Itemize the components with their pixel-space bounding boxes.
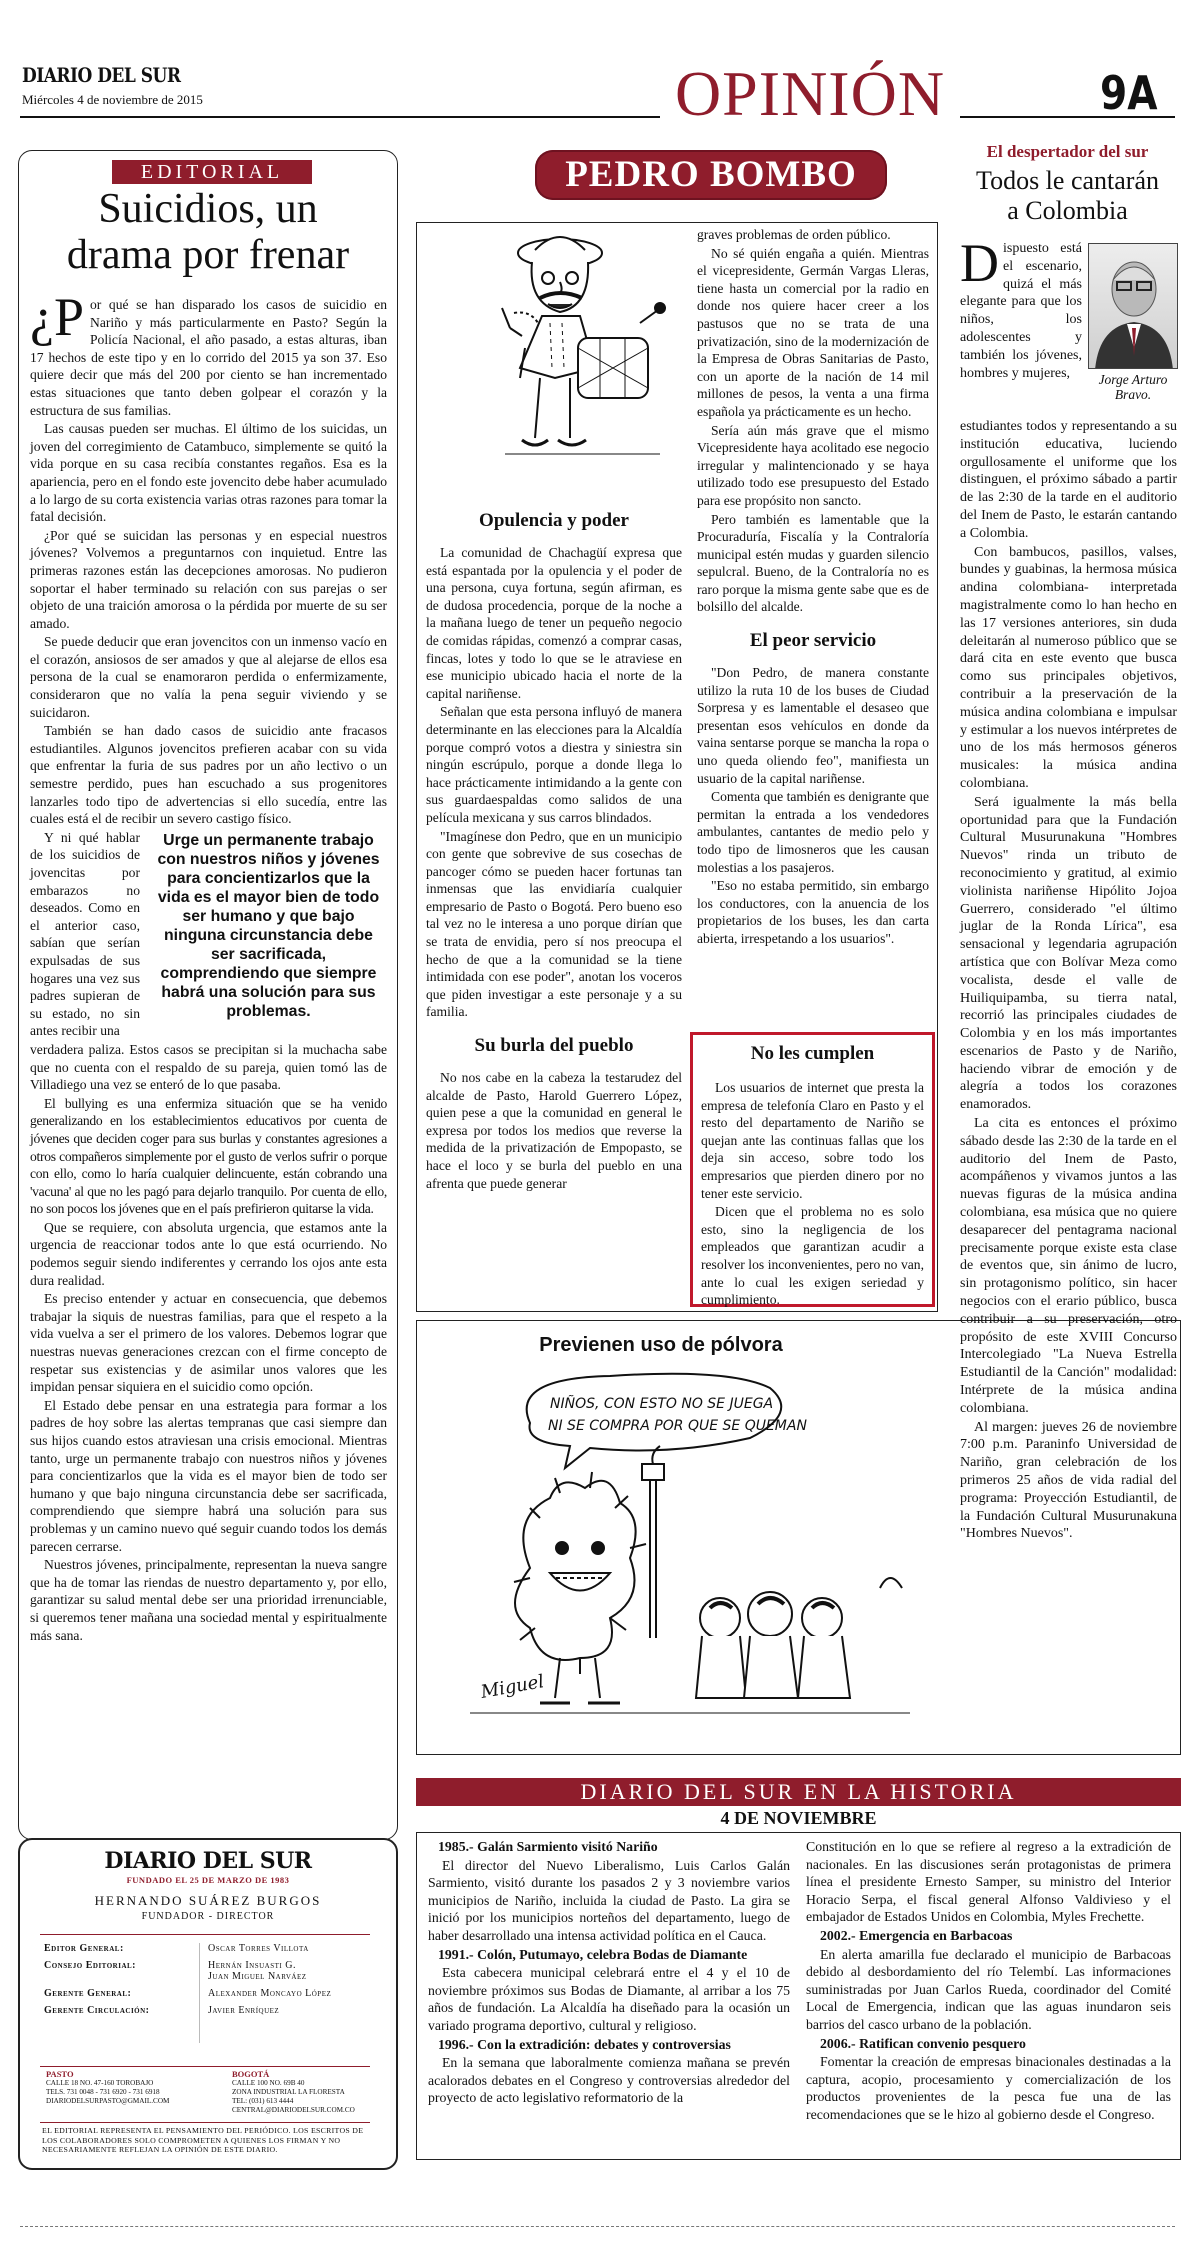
masthead-divider3 bbox=[40, 2122, 370, 2123]
history-col2 bbox=[806, 1838, 1171, 2125]
editorial-p9: Es preciso entender y actuar en consecuencia, que debemos trabajar la siquis de nuestras familias, para que el respeto a la vida vuelva a ser el primero de los valores. Debemos lograr que nuestras nuevas generaciones crezcan con el firme concepto de respetar sus existencias y de asimilar unos valores que les impidan pensar siquiera en el suicidio como opción. bbox=[30, 1291, 387, 1395]
staff-role: Editor General: bbox=[44, 1943, 124, 1954]
office-pasto-lines: CALLE 18 NO. 47-160 TOROBAJO TELS. 731 0048 - 731 6920 - 731 6918 DIARIODELSURPASTO@GMAIL.COM bbox=[46, 2079, 170, 2105]
masthead-divider2 bbox=[40, 2066, 370, 2067]
history-e3-title: 1996.- Con la extradición: debates y controversias bbox=[438, 2036, 731, 2052]
column-dropcap: D bbox=[960, 233, 999, 293]
pedro-col1-p3: "Imagínese don Pedro, que en un municipio con gente que sobrevive de sus cosechas de pancoger cómo se pueden hacer fortunas tan inmensas que las envidiaría cualquier empresario de Pasto o Bogotá. Pero bueno eso tal vez no le interesa a uno porque dirían que se trata de envidia, pero sí nos preocupa el hecho de que a la comunidad se la tiene intimidada con ese poder", anotan los voceros que piden investigar a este personaje y a su familia. bbox=[426, 828, 682, 1020]
section-title: OPINIÓN bbox=[674, 58, 946, 129]
history-e2-title: 1991.- Colón, Putumayo, celebra Bodas de Diamante bbox=[438, 1946, 748, 1962]
staff-row bbox=[40, 1957, 370, 1985]
pedro-col2-p4: Pero también es lamentable que la Procuraduría, Fiscalía y la Contraloría municipal estén mudas y guarden silencio sepulcral. Bueno, de la Contraloría no es raro porque la misma gente sabe que es de bolsillo del alcalde. bbox=[697, 511, 929, 615]
header-logo: DIARIO DEL SUR bbox=[22, 64, 181, 88]
masthead-divider bbox=[40, 1934, 370, 1935]
masthead-logo: DIARIO DEL SUR bbox=[104, 1848, 312, 1874]
staff-name: Oscar Torres Villota bbox=[208, 1943, 309, 1954]
staff-row bbox=[40, 2002, 370, 2019]
editorial-p5: También se han dado casos de suicidio ante fracasos estudiantiles. Algunos jovencitos prefieren acabar con su vida que enfrentar la furia de sus padres por un año lectivo o un semestre perdido, pues han escuchado a sus progenitores lanzarles todo tipo de advertencias si ello sucedía, entre las cuales está el de recibir un severo castigo físico. bbox=[30, 723, 387, 827]
page-number: 9A bbox=[1100, 66, 1158, 120]
history-e1-text: El director del Nuevo Liberalismo, Luis Carlos Galán Sarmiento, visitó durante los pasados 2 y 3 noviembre varios municipios de Nariño, incluida la ciudad de Pasto. La gira se inició por los municipios norteños del departamento, luego de haber desarrollado una intensa actividad política en el Cauca. bbox=[428, 1857, 790, 1943]
header-rule bbox=[20, 116, 660, 118]
masthead-disclaimer: EL EDITORIAL REPRESENTA EL PENSAMIENTO DEL PERIÓDICO. LOS ESCRITOS DE LOS COLABORADORES SOLO COMPROMETEN A QUIENES LOS FIRMAN Y NO NECESARIAMENTE REFLEJAN LA OPINIÓN DE ESTE DIARIO. bbox=[42, 2126, 364, 2154]
editorial-dropcap: ¿P bbox=[30, 287, 84, 347]
pedro-bombo-illustration bbox=[500, 228, 670, 463]
editorial-p4: Se puede deducir que eran jovencitos con un inmenso vacío en el corazón, ansiosos de ser amados y que al alejarse de ellos esa persona de la cual se enamoraron perdida o enfermizamente, consideraron que no valía la pena seguir viviendo y se suicidaron. bbox=[30, 634, 387, 720]
history-e3-text: En la semana que laboralmente comienza mañana se prevén acalorados debates en el Congreso y controversias alrededor del proyecto de acto legislativo reformatorio de la bbox=[428, 2055, 790, 2106]
pedro-col1-p4: No nos cabe en la cabeza la testarudez del alcalde de Pasto, Harold Guerrero López, quien pese a que la comunidad en general le expresa por todos los medios que reverse la medida de la privatización de Empopasto, se hace el loco y se burla del pueblo en una afrenta que puede generar bbox=[426, 1070, 682, 1191]
column-kicker: El despertador del sur bbox=[986, 142, 1149, 161]
editorial-title-line1: Suicidios, un bbox=[98, 186, 318, 232]
column-body bbox=[960, 418, 1177, 1544]
masthead-founder: HERNANDO SUÁREZ BURGOS bbox=[94, 1893, 322, 1908]
column-title-line1: Todos le cantarán bbox=[976, 166, 1159, 195]
no-les-cumplen-box bbox=[690, 1032, 935, 1307]
pedro-col2 bbox=[697, 226, 929, 949]
column-p3: Será igualmente la más bella oportunidad para que la Fundación Cultural Musurunakuna "Hombres Nuevos" rinda un tributo de reconocimiento y gratitud, al eximio violinista nariñense Hipólito Jojoa Guerrero, considerado "el último juglar de la Ronda Lírica", esa sensacional y legendaria agrupación artística que con Bolívar Meza como vocalista, desde el valle de Huiliquipamba, su tierra natal, recorrió las principales ciudades de Colombia y en los más importantes escenarios de Pasto y de Nariño, haciendo vibrar de emoción y de alegría a todos los corazones enamorados. bbox=[960, 794, 1177, 1113]
history-banner: DIARIO DEL SUR EN LA HISTORIA bbox=[416, 1778, 1181, 1806]
pedro-col2-p5: "Don Pedro, de manera constante utilizo la ruta 10 de los buses de Ciudad Sorpresa y es lamentable el desaseo que presentan esos vehículos en donde da vaina sentarse porque se mancha la ropa o uno queda oliendo feo", manifiesta un usuario de la capital nariñense. bbox=[697, 665, 929, 786]
history-col1 bbox=[428, 1838, 790, 2108]
editorial-p6: Y ni qué hablar de los suicidios de jovencitas por embarazos no deseados. Como en el anterior caso, sabían que serían expulsadas de sus hogares una vez sus padres supieran de su estado, no sin antes recibir una bbox=[30, 829, 140, 1039]
history-e4-title: 2002.- Emergencia en Barbacoas bbox=[820, 1927, 1013, 1943]
no-les-cumplen-p2: Dicen que el problema no es solo esto, sino la negligencia de los empleados que garantizan acudir a resolver los inconvenientes, pero no van, ante lo cual les exigen seriedad y cumplimiento. bbox=[701, 1204, 924, 1308]
cartoon-title: Previenen uso de pólvora bbox=[539, 1334, 783, 1356]
pedro-heading-servicio: El peor servicio bbox=[749, 630, 877, 652]
column-author-name: Jorge Arturo Bravo. bbox=[1098, 372, 1168, 402]
column-p1: estudiantes todos y representando a su institución educativa, luciendo orgullosamente el uniforme que los distinguen, el próximo sábado a partir de las 2:30 de la tarde en el auditorio del Inem de Pasto, le estarán cantando a Colombia. bbox=[960, 419, 1177, 541]
pedro-col1-p2: Señalan que esta persona influyó de manera determinante en las elecciones para la Alcaldía porque compró votos a diestra y siniestra sin ningún escrúpulo, porque a donde llega lo hace prácticamente intimidando a la gente con sus guardaespaldas como salidos de una película mexicana y sus carros blindados. bbox=[426, 704, 682, 825]
history-e4-text: En alerta amarilla fue declarado el municipio de Barbacoas debido al desbordamiento del río Telembí. Las informaciones suministradas por Juan Carlos Rueda, coordinador del Comité Local de Emergencia, indican que las aguas inundaron seis barrios del casco urbano de la población. bbox=[806, 1946, 1171, 2032]
pedro-col2-p6: Comenta que también es denigrante que permitan la entrada a los vendedores ambulantes, cantantes de medio pelo y todo tipo de limosneros que les causan molestias a los pasajeros. bbox=[697, 789, 929, 875]
pedro-col2-p7: "Eso no estaba permitido, sin embargo los conductores, con la anuencia de los propietarios de los buses, les dan carta abierta, irrespetando a los usuarios". bbox=[697, 878, 929, 946]
office-bogota-city: BOGOTÁ bbox=[232, 2069, 270, 2079]
editorial-p1: or qué se han disparado los casos de suicidio en Nariño y más particularmente en Pasto? Según la Policía Nacional, el año pasado, a estas alturas, iban 17 hechos de este tipo y en lo corrido del 2015 ya son 37. Eso quiere decir que más del 200 por ciento se han incrementado estas situaciones que tanto deben golpear el corazón y la estructura de sus familias. bbox=[30, 297, 387, 418]
staff-row bbox=[40, 1985, 370, 2002]
staff-table bbox=[40, 1940, 370, 2019]
pedro-col1 bbox=[426, 480, 682, 1193]
pedro-col2-p1: graves problemas de orden público. bbox=[697, 227, 891, 242]
editorial-p2: Las causas pueden ser muchas. El último de los suicidas, un joven del corregimiento de Catambuco, simplemente se quitó la vida porque en su casa recibía constantes regaños. Esa es la apariencia, pero en el fondo este jovencito debe haber acumulado a lo largo de su corta existencia varias otras razones para tomar la fatal decisión. bbox=[30, 421, 387, 525]
editorial-body bbox=[30, 287, 387, 1645]
column-author-photo bbox=[1088, 243, 1178, 369]
editorial-title-line2: drama por frenar bbox=[66, 232, 350, 278]
pedro-heading-burla: Su burla del pueblo bbox=[474, 1035, 634, 1057]
pedro-col2-p2: No sé quién engaña a quién. Mientras el vicepresidente, Germán Vargas Lleras, tiene hasta un comercial por la radio en donde nos quiere hacer creer a los pastusos que no se trata de una privatización, sino de la modernización de la Empresa de Obras Sanitarias de Pasto, con un aporte de la nación de 14 mil millones de pesos, la venta a una firma española ya prácticamente es un hecho. bbox=[697, 245, 929, 419]
history-date: 4 DE NOVIEMBRE bbox=[720, 1808, 877, 1828]
editorial-title bbox=[28, 186, 388, 278]
column-title-line2: a Colombia bbox=[1007, 196, 1128, 225]
editorial-p7: El bullying es una enfermiza situación que se ha venido generalizando en los establecimientos educativos por cuenta de jóvenes que deciden coger para sus burlas y constantes agresiones a otros compañeros simplemente por el gusto de verlos sufrir o porque con ello, como lo haría cualquier delincuente, están cobrando una 'vacuna' al que no les pagó para dejarlo tranquilo. Por cuenta de ello, no son pocos los jóvenes que en el país prefirieron quitarse la vida. bbox=[30, 1095, 387, 1217]
pull-quote: Urge un permanente trabajo con nuestros niños y jóvenes para concientizarlos que la vida es el mayor bien de todo ser humano y que bajo ninguna circunstancia debe ser sacrificada, comprendiendo que siempre habrá una solución para sus problemas. bbox=[157, 831, 380, 1020]
author-portrait-icon bbox=[1089, 244, 1178, 369]
editorial-p8: Que se requiere, con absoluta urgencia, que estamos ante la urgencia de reaccionar todos ante lo que está ocurriendo. No podemos seguir siendo indiferentes y cerrando los ojos ante esta dura realidad. bbox=[30, 1219, 387, 1288]
history-e5-text: Fomentar la creación de empresas binacionales destinadas a la captura, acopio, procesamiento y comercialización de los productos provenientes de la pesca fue una de las recomendaciones que se le hizo al gobierno desde el Congreso. bbox=[806, 2054, 1171, 2122]
staff-role: Gerente Circulación: bbox=[44, 2005, 150, 2016]
no-les-cumplen-p1: Los usuarios de internet que presta la empresa de telefonía Claro en Pasto y el resto del departamento de Nariño se quejan ante las continuas fallas que los deja sin acceso, sobre todo los empresarios que pierden dinero por no tener este servicio. bbox=[701, 1080, 924, 1201]
history-e1-title: 1985.- Galán Sarmiento visitó Nariño bbox=[438, 1839, 658, 1854]
header-date: Miércoles 4 de noviembre de 2015 bbox=[22, 92, 203, 107]
masthead-founded: FUNDADO EL 25 DE MARZO DE 1983 bbox=[126, 1875, 290, 1885]
office-pasto bbox=[46, 2070, 196, 2106]
masthead-founder-title: FUNDADOR - DIRECTOR bbox=[141, 1911, 275, 1922]
editorial-p6-cont: verdadera paliza. Estos casos se precipitan si la muchacha sabe que no cuenta con el respaldo de su pareja, quien tomó las de Villadiego una vez se enteró de lo que pasaba. bbox=[30, 1041, 387, 1093]
pedro-bombo-banner: PEDRO BOMBO bbox=[535, 150, 887, 200]
editorial-p3: ¿Por qué se suicidan las personas y en especial nuestros jóvenes? Volvemos a preguntarnos con inquietud. Entre las primeras razones están las decepciones amorosas. No pudieron soportar el haber terminado su relación con sus parejas o ser objeto de una traición amorosa o la pérdida por muerte de su ser amado. bbox=[30, 527, 387, 631]
office-bogota-lines: CALLE 100 NO. 69B 40 ZONA INDUSTRIAL LA FLORESTA TEL: (031) 613 4444 CENTRAL@DIARIODELSUR.COM.CO bbox=[232, 2079, 355, 2114]
masthead-vline bbox=[199, 1943, 200, 2043]
column-lead bbox=[960, 233, 1082, 383]
history-e5-title: 2006.- Ratifican convenio pesquero bbox=[820, 2035, 1026, 2051]
column-p5: Al margen: jueves 26 de noviembre 7:00 p.m. Paraninfo Universidad de Nariño, gran celebración de los primeros 25 años de vida radial del programa: Proyección Estudiantil, de la Fundación Cultural Musurunakuna "Hombres Nuevos". bbox=[960, 1419, 1177, 1542]
column-p4: La cita es entonces el próximo sábado desde las 2:30 de la tarde en el auditorio del Inem de Pasto, acompáñenos y vivamos juntos a las nuevas figuras de la música andina colombiana, esa música que no quiere desaparecer del pentagrama nacional precisamente porque existe esta clase de eventos que, sin ánimo de lucro, sin protagonismo político, sin hacer negocios con el erario público, busca contribuir a su preservación, otro propósito de este XVIII Concurso Intercolegiado "La Nueva Estrella Estudiantil de la Canción" modalidad: Intérprete de la música andina colombiana. bbox=[960, 1116, 1177, 1416]
staff-row bbox=[40, 1940, 370, 1957]
cartoon-signature: Miguel bbox=[479, 1671, 546, 1703]
no-les-cumplen-heading: No les cumplen bbox=[750, 1043, 875, 1064]
pedro-heading-opulencia: Opulencia y poder bbox=[479, 510, 629, 531]
staff-name: Javier Enríquez bbox=[208, 2005, 280, 2016]
column-title bbox=[960, 166, 1175, 226]
column-p2: Con bambucos, pasillos, valses, bundes y guabinas, la hermosa música andina colombiana- interpretada magistralmente como lo han hecho en las 17 versiones anteriores, sin duda deleitarán al numeroso público que se dará cita en este evento que busca como sus principales objetivos, contribuir a la preservación de la música andina colombiana e impulsar y estimular a los nuevos intérpretes de uno de los más hermosos géneros musicales: la música andina colombiana. bbox=[960, 544, 1177, 791]
history-e3-cont: Constitución en lo que se refiere al regreso a la extradición de nacionales. En las discusiones serán protagonistas de primera línea el presidente Ernesto Samper, su ministro del Interior Horacio Serpa, el fiscal general Alfonso Valdivieso y el embajador de Estados Unidos en Colombia, Myles Frechette. bbox=[806, 1839, 1171, 1925]
cartoon-bubble-line1: NIÑOS, CON ESTO NO SE JUEGA bbox=[550, 1396, 774, 1412]
staff-name: Hernán Insuasti G. Juan Miguel Narváez bbox=[208, 1960, 307, 1982]
editorial-p10: El Estado debe pensar en una estrategia para formar a los padres de hoy sobre las alertas tempranas que casi siempre dan sus hijos cuando estos atraviesan una crisis emocional. Mientras tanto, urge un permanente trabajo con nuestros niños y jóvenes para concientizarlos que la vida es el mayor bien de todo ser humano y que bajo ninguna circunstancia debe ser sacrificada, comprendiendo que siempre habrá una solución para sus problemas y un camino nuevo qué seguir cuando todos los demás parecen cerrarse. bbox=[30, 1397, 387, 1554]
editorial-p11: Nuestros jóvenes, principalmente, representan la nueva sangre que ha de tomar las riendas de nuestro departamento y, por ello, garantizar su salud mental debe ser una prioridad irrenunciable, si queremos tener mañana una sociedad mental y espiritualmente más sana. bbox=[30, 1557, 387, 1643]
cartoon-bubble-line2: NI SE COMPRA POR QUE SE QUEMAN bbox=[548, 1418, 807, 1434]
cartoon-illustration bbox=[470, 1368, 910, 1753]
column-lead-text: ispuesto está el escenario, quizá el más elegante para que los niños, los adolescentes y también los jóvenes, hombres y mujeres, bbox=[960, 241, 1082, 381]
pedro-col1-p1: La comunidad de Chachagüí expresa que está espantada por la opulencia y el poder de una persona, cuya fortuna, según afirman, es de dudosa procedencia, porque de la noche a la mañana luego de tener un pequeño negocio de comidas rápidas, comenzó a comprar casas, fincas, lotes y todo lo que se le atraviese en ese municipio ubicado hacia el norte de la capital nariñense. bbox=[426, 545, 682, 701]
pedro-col2-p3: Sería aún más grave que el mismo Vicepresidente haya acolitado ese negocio irregular y malintencionado y se haya utilizado todo ese presupuesto del Estado para ese propósito non sancto. bbox=[697, 422, 929, 508]
editorial-label: EDITORIAL bbox=[112, 160, 312, 184]
masthead-staff bbox=[40, 1940, 370, 2019]
footer-rule bbox=[20, 2226, 1175, 2227]
history-e2-text: Esta cabecera municipal celebrará entre el 4 y el 10 de noviembre próximos sus Bodas de Diamante, al arribar a los 75 años de fundación. La Alcaldía ha diseñado para la ocasión un variado programa deportivo, cultural y religioso. bbox=[428, 1965, 790, 2033]
office-pasto-city: PASTO bbox=[46, 2069, 74, 2079]
staff-role: Gerente General: bbox=[44, 1988, 132, 1999]
office-bogota bbox=[232, 2070, 382, 2115]
staff-name: Alexander Moncayo López bbox=[208, 1988, 332, 1999]
staff-role: Consejo Editorial: bbox=[44, 1960, 136, 1971]
